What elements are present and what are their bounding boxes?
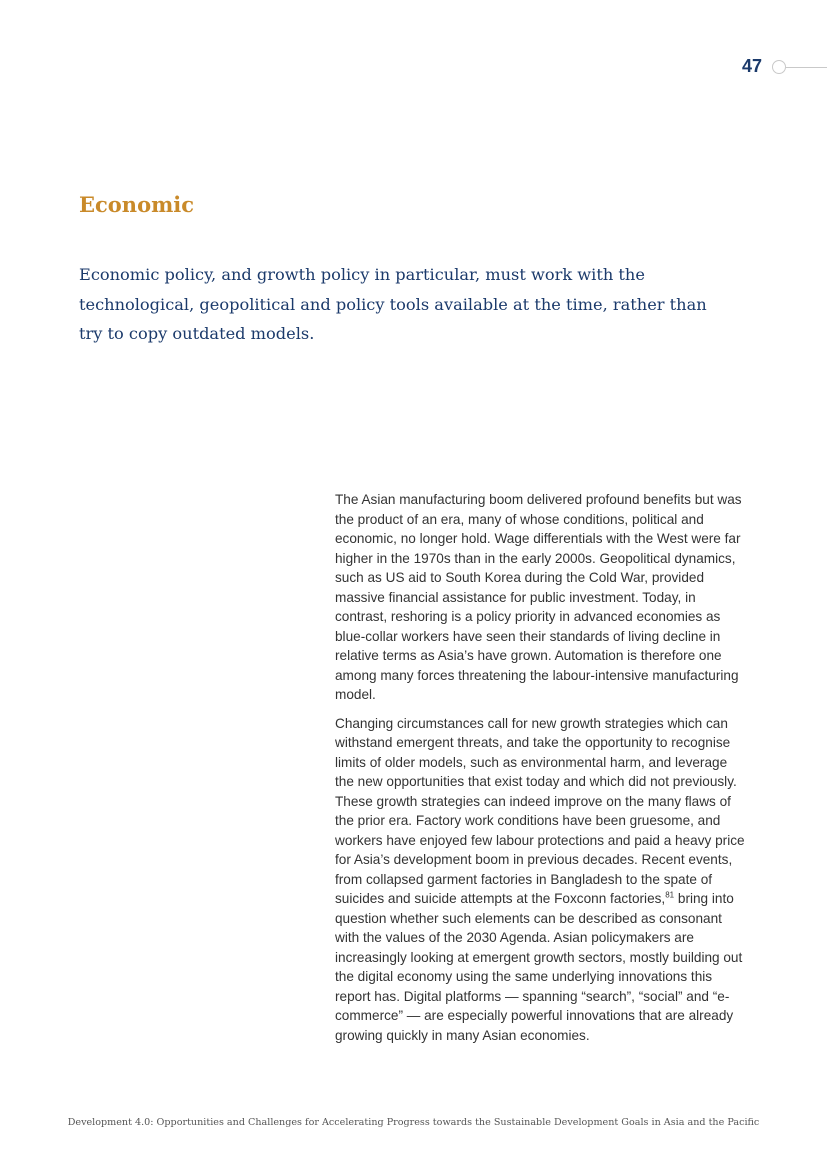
body-paragraph-1: The Asian manufacturing boom delivered profound benefits but was the product of an era, many of whose conditions, political and economic, no longer hold. Wage differentials with the West were far higher in the 1970s than in the early 2000s. Geopolitical dynamics, such as US aid to South Korea during the Cold War, provided massive financial assistance for public investment. Today, in contrast, reshoring is a policy priority in advanced economies as blue-collar workers have seen their standards of living decline in relative terms as Asia’s have grown. Automation is therefore one among many forces threatening the labour-intensive manufacturing model. [335,492,742,702]
lead-paragraph: Economic policy, and growth policy in particular, must work with the technological, geopolitical and policy tools available at the time, rather than try to copy outdated models. [79,265,707,343]
body-paragraph-2 [335,714,747,1046]
body-text [335,490,747,1054]
body-paragraph-2-part-1: Changing circumstances call for new growth strategies which can withstand emergent threats, and take the opportunity to recognise limits of older models, such as environmental harm, and leverage the new opportunities that exist today and which did not previously. These growth strategies can indeed improve on the many flaws of the prior era. Factory work conditions have been gruesome, and workers have enjoyed few labour protections and paid a heavy price for Asia’s development boom in previous decades. Recent events, from collapsed garment factories in Bangladesh to the spate of suicides and suicide attempts at the Foxconn factories, [335,715,745,906]
page-marker-circle [772,60,786,74]
footer-text: Development 4.0: Opportunities and Challenges for Accelerating Progress towards the Sustainable Development Goals in Asia and the Pacific [67,1117,760,1128]
section-title: Economic [79,192,195,217]
body-paragraph-2-part-2: bring into question whether such elements can be described as consonant with the values of the 2030 Agenda. Asian policymakers are increasingly looking at emergent growth sectors, mostly building out the digital economy using the same underlying innovations this report has. Digital platforms — spanning “search”, “social” and “e-commerce” — are especially powerful innovations that are already growing quickly in many Asian economies. [335,891,743,1043]
footnote-reference[interactable]: 81 [665,890,675,900]
page-marker-line [786,67,827,68]
page-number: 47 [741,56,762,76]
